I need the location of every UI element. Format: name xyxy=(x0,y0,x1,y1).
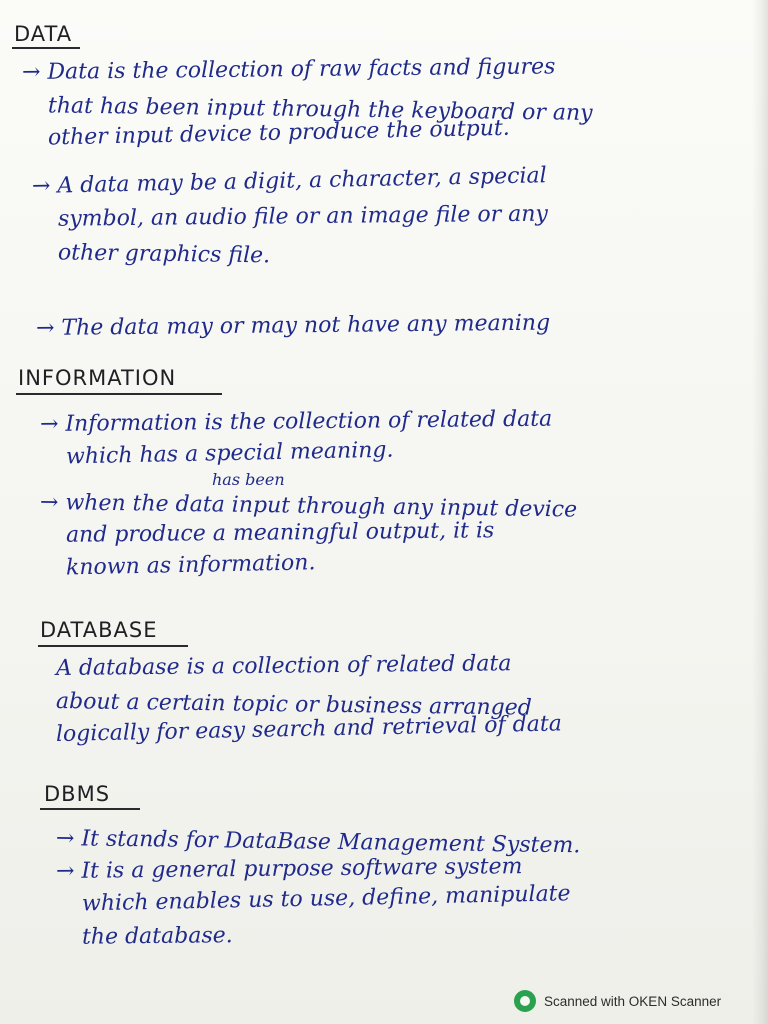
data-paragraph-2 xyxy=(31,163,549,269)
database-line-2: about a certain topic or business arranged xyxy=(55,689,532,721)
heading-information-underline xyxy=(16,393,222,395)
heading-dbms-underline xyxy=(40,808,140,810)
information-line-1: → Information is the collection of related data xyxy=(39,406,553,437)
data-line-7: → The data may or may not have any meaning xyxy=(35,310,551,341)
data-line-1: → Data is the collection of raw facts and figures xyxy=(21,54,556,85)
data-line-2: that has been input through the keyboard or any xyxy=(47,93,593,126)
information-paragraph-2 xyxy=(40,486,577,585)
heading-database: DATABASE xyxy=(40,618,158,642)
information-line-2: which has a special meaning. xyxy=(65,437,394,470)
data-line-3: other input device to produce the output. xyxy=(47,115,511,151)
heading-data: DATA xyxy=(14,22,73,46)
dbms-line-2: → It is a general purpose software system xyxy=(55,854,523,884)
page-crease xyxy=(752,0,768,1024)
data-line-4: → A data may be a digit, a character, a special xyxy=(31,163,547,199)
data-paragraph xyxy=(22,56,593,155)
information-paragraph xyxy=(40,408,552,474)
information-line-4: and produce a meaningful output, it is xyxy=(65,518,495,548)
dbms-line-3: which enables us to use, define, manipulate xyxy=(81,881,571,917)
oken-scanner-logo-icon xyxy=(514,990,536,1012)
database-line-3: logically for easy search and retrieval of data xyxy=(55,711,563,747)
database-paragraph xyxy=(56,652,562,751)
information-line-3: → when the data input through any input device xyxy=(39,490,578,523)
scanner-watermark-text: Scanned with OKEN Scanner xyxy=(544,993,722,1009)
dbms-line-1: → It stands for DataBase Management System. xyxy=(55,826,581,859)
data-paragraph-3 xyxy=(36,312,550,345)
heading-dbms: DBMS xyxy=(44,782,111,806)
insertion-note: has been xyxy=(212,470,285,489)
dbms-paragraph xyxy=(56,822,580,954)
data-line-6: other graphics file. xyxy=(57,240,271,269)
database-line-1: A database is a collection of related data xyxy=(55,651,512,681)
dbms-line-4: the database. xyxy=(81,923,233,950)
heading-database-underline xyxy=(38,645,188,647)
information-line-5: known as information. xyxy=(65,550,316,581)
data-line-5: symbol, an audio file or an image file or any xyxy=(57,201,549,232)
heading-data-underline xyxy=(12,47,80,49)
scanner-watermark xyxy=(514,988,721,1014)
heading-information: INFORMATION xyxy=(18,366,177,390)
